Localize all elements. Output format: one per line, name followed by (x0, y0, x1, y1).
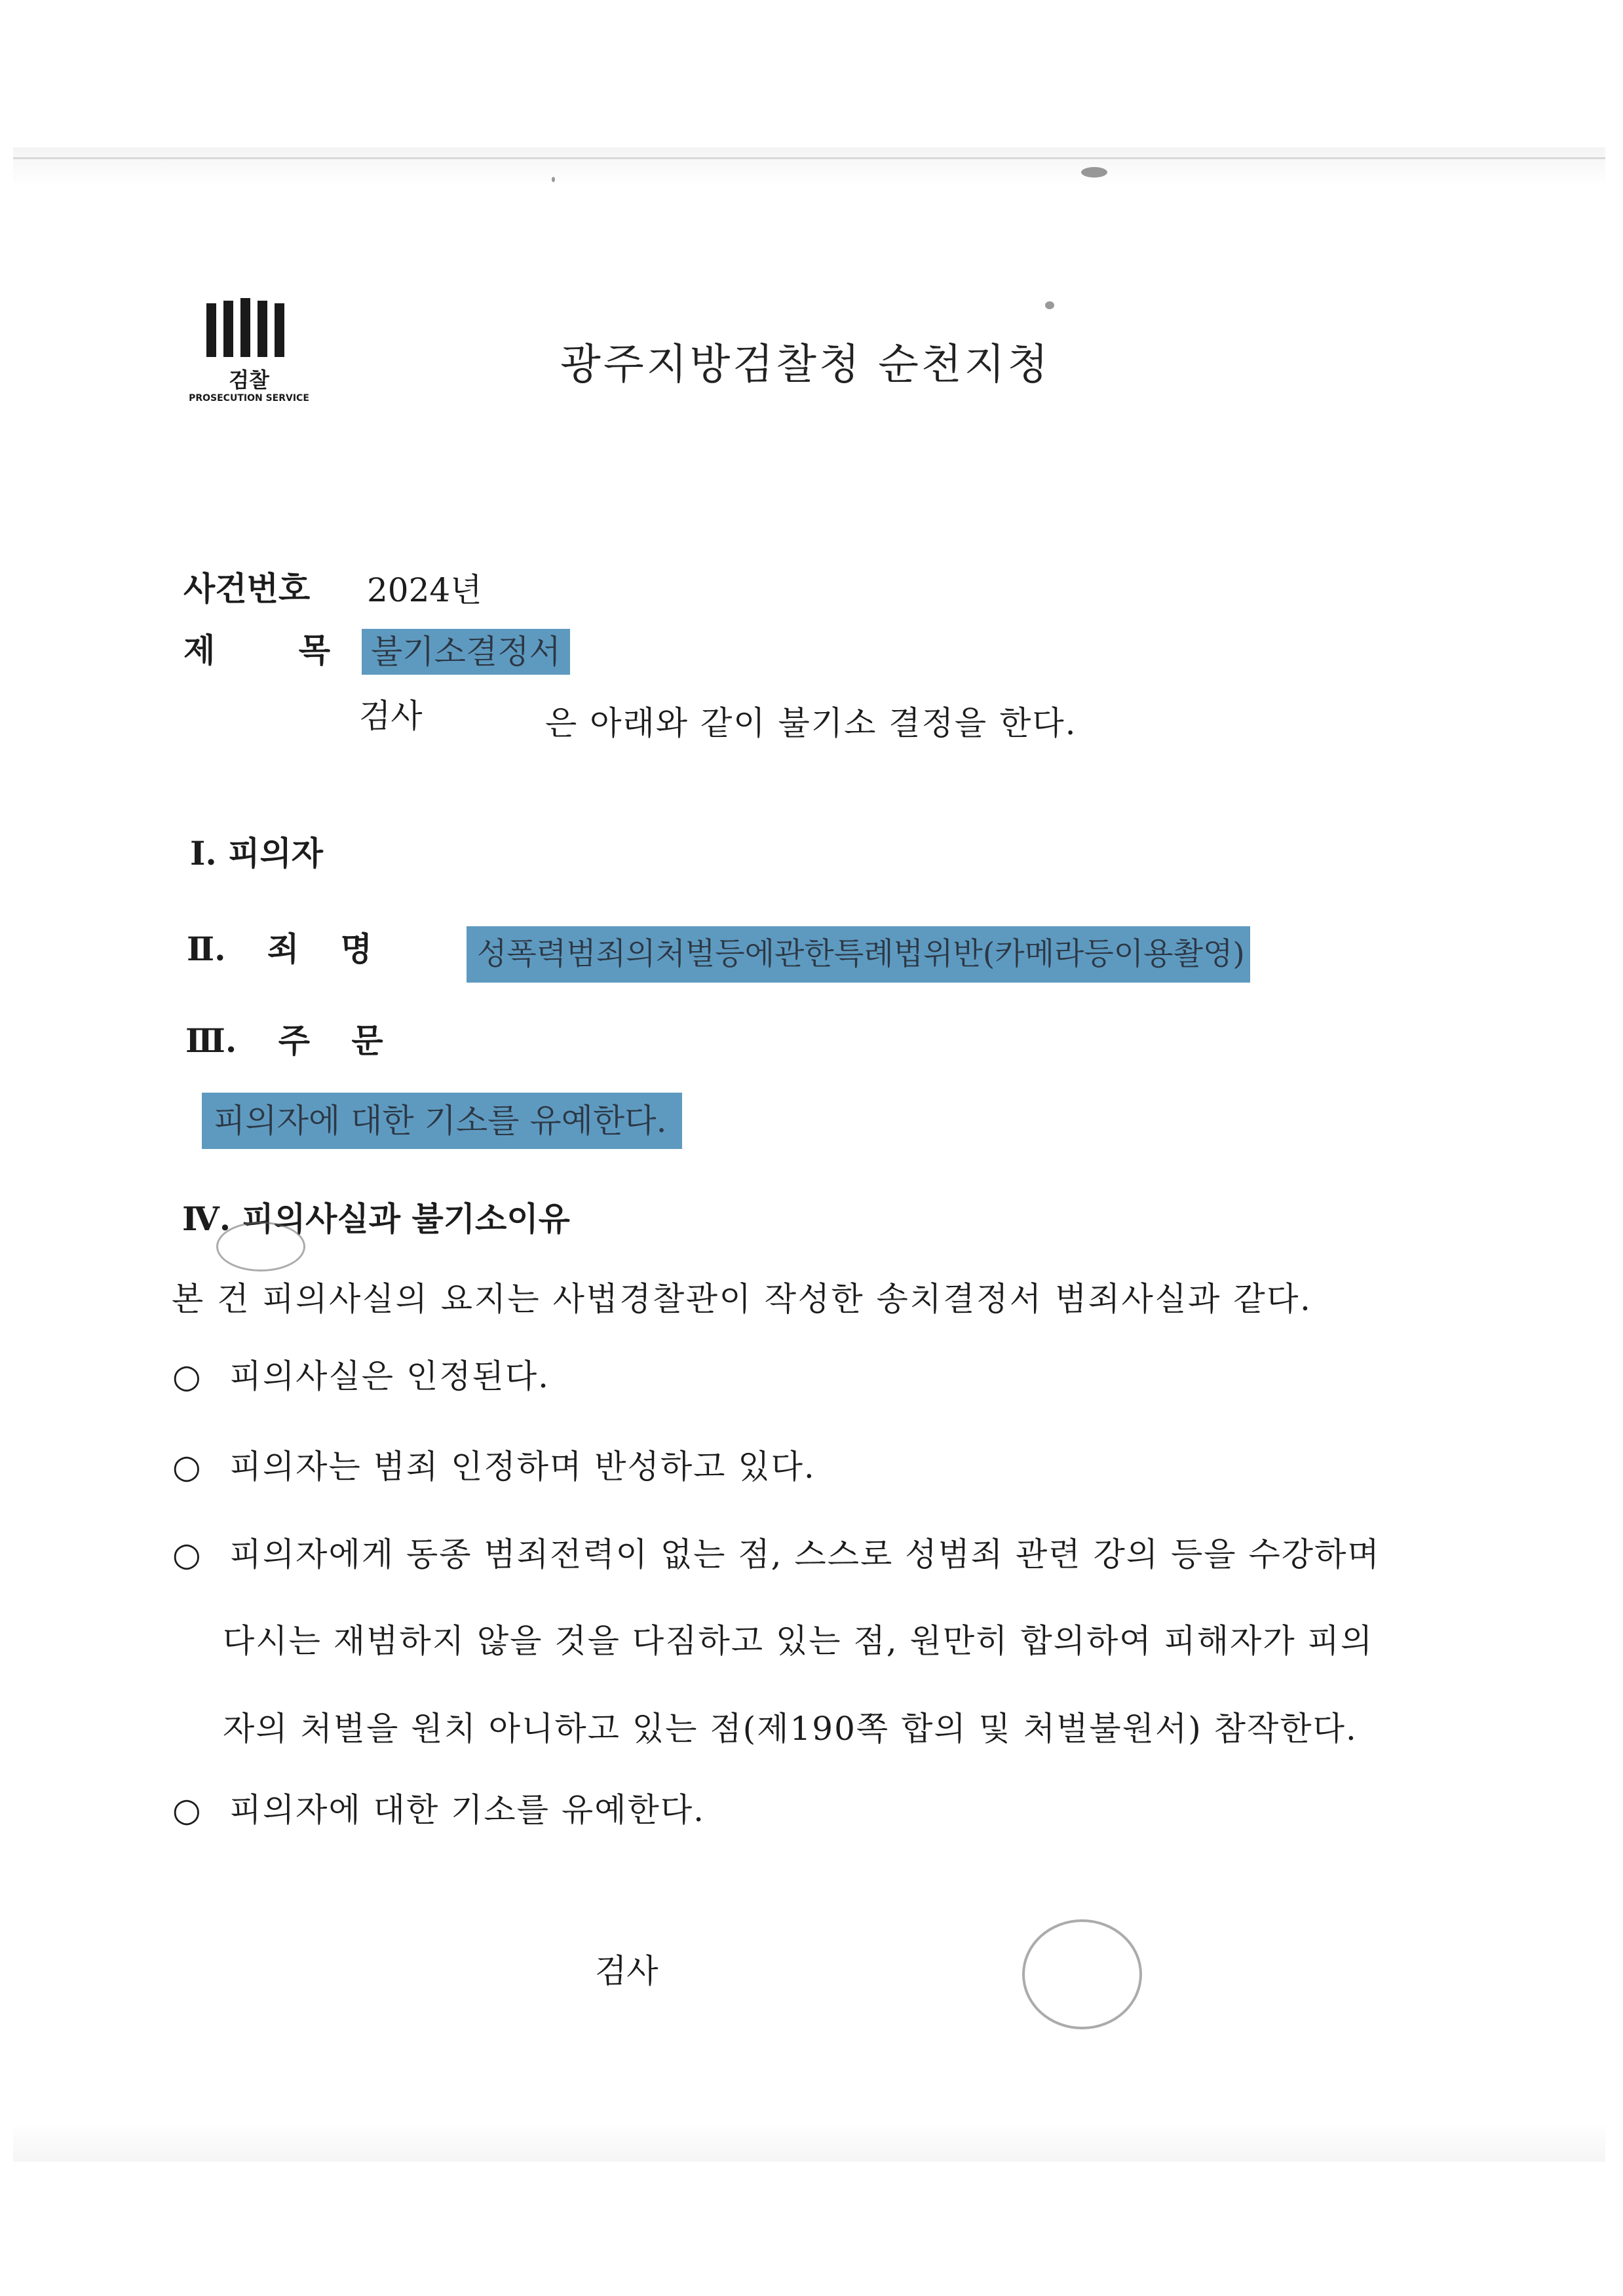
bullet-2-text: 피의자는 범죄 인정하며 반성하고 있다. (229, 1448, 816, 1486)
bullet-3-text-line3: 자의 처벌을 원치 아니하고 있는 점(제190쪽 합의 및 처벌불원서) 참작한다. (223, 1710, 1358, 1748)
bullet-1-text: 피의사실은 인정된다. (229, 1357, 550, 1395)
disposition-heading-text: Ⅲ. 주 문 (185, 1021, 383, 1060)
subject-label (183, 630, 330, 671)
logo-korean-text: 검찰 (229, 367, 269, 392)
charge-value: 성폭력범죄의처벌등에관한특례법위반(카메라등이용촬영) (467, 926, 1250, 983)
logo-bars-icon (206, 298, 285, 357)
scan-smudge (1081, 167, 1107, 178)
subject-value: 불기소결정서 (362, 629, 570, 675)
disposition-heading (185, 1021, 383, 1061)
prosecution-logo (187, 298, 311, 416)
small-seal-icon (216, 1222, 305, 1271)
facts-intro-line: 본 건 피의사실의 요지는 사법경찰관이 작성한 송치결정서 범죄사실과 같다. (172, 1280, 1312, 1318)
bullet-2 (172, 1446, 816, 1487)
office-title: 광주지방검찰청 순천지청 (560, 341, 1051, 389)
bullet-1 (172, 1356, 550, 1397)
seal-stamp-icon (1022, 1919, 1142, 2029)
logo-english-text: PROSECUTION SERVICE (189, 393, 309, 404)
bullet-3-text-line2: 다시는 재범하지 않을 것을 다짐하고 있는 점, 원만히 합의하여 피해자가 피의 (223, 1622, 1374, 1660)
scan-smudge (552, 177, 555, 182)
scan-edge-top (13, 147, 1605, 187)
charge-heading-text: Ⅱ. 죄 명 (187, 930, 372, 968)
bullet-marker: ○ (172, 1791, 201, 1829)
bullet-marker: ○ (172, 1357, 201, 1395)
scan-edge-bottom (13, 2122, 1605, 2162)
bullet-4 (172, 1790, 705, 1830)
scan-smudge (1045, 301, 1054, 309)
bullet-marker: ○ (172, 1448, 201, 1486)
bullet-3 (172, 1534, 1381, 1575)
bullet-marker: ○ (172, 1535, 201, 1573)
subject-label-text: 제 목 (183, 631, 331, 669)
case-number-label: 사건번호 (183, 569, 311, 608)
bullet-4-text: 피의자에 대한 기소를 유예한다. (229, 1791, 706, 1829)
scan-fold-line (13, 157, 1605, 159)
facts-heading: Ⅳ. 피의사실과 불기소이유 (182, 1199, 570, 1238)
disposition-value: 피의자에 대한 기소를 유예한다. (202, 1093, 682, 1149)
intro-text: 은 아래와 같이 불기소 결정을 한다. (545, 704, 1077, 742)
bullet-3-text-line1: 피의자에게 동종 범죄전력이 없는 점, 스스로 성범죄 관련 강의 등을 수강하며 (229, 1535, 1381, 1573)
case-number-value: 2024년 (367, 571, 482, 609)
intro-prosecutor: 검사 (359, 697, 423, 735)
suspect-heading: Ⅰ. 피의자 (190, 834, 324, 873)
charge-heading (187, 929, 372, 969)
signature-prosecutor-label: 검사 (595, 1952, 659, 1990)
